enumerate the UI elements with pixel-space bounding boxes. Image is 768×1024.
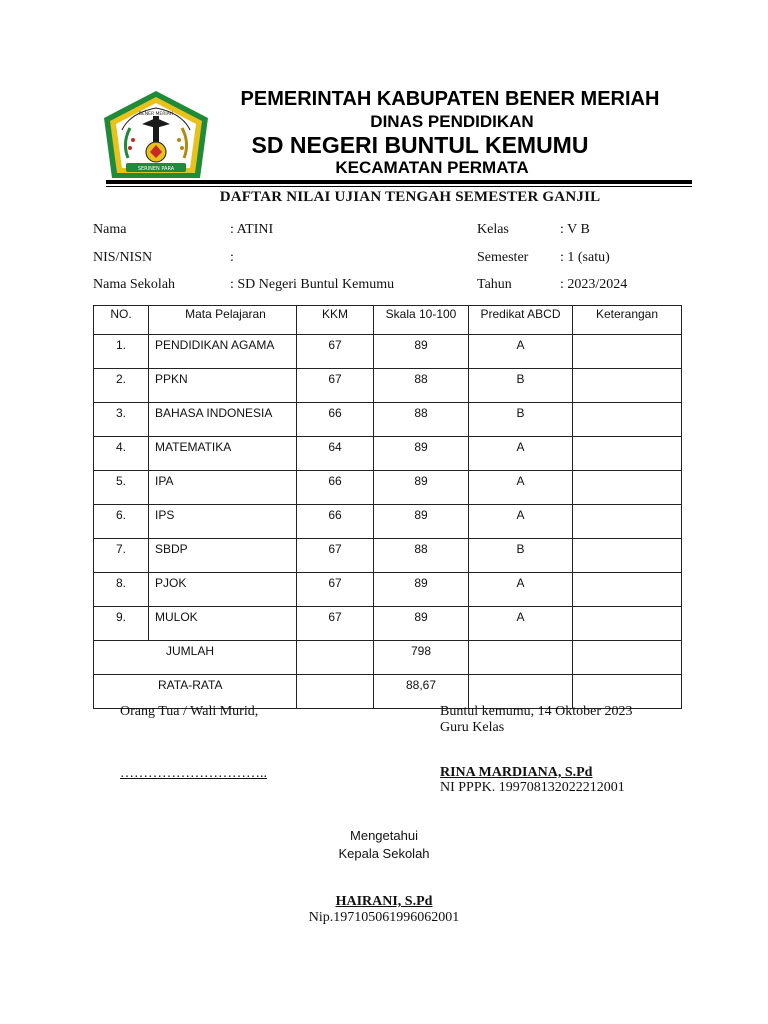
table-header-row xyxy=(94,306,682,335)
row-score: 89 xyxy=(374,437,469,471)
tahun-label: Tahun xyxy=(477,277,512,292)
row-score: 89 xyxy=(374,471,469,505)
average-score: 88,67 xyxy=(374,675,469,709)
sekolah-label: Nama Sekolah xyxy=(93,277,176,292)
teacher-name: RINA MARDIANA, S.Pd xyxy=(440,765,593,780)
row-no: 9. xyxy=(94,607,149,641)
row-score: 89 xyxy=(374,573,469,607)
principal-role: Kepala Sekolah xyxy=(338,846,430,861)
teacher-id: NI PPPK. 199708132022212001 xyxy=(440,780,625,795)
row-note xyxy=(573,607,682,641)
row-note xyxy=(573,505,682,539)
row-score: 88 xyxy=(374,539,469,573)
kelas-label: Kelas xyxy=(477,222,509,237)
row-kkm: 67 xyxy=(297,539,374,573)
header-no: NO. xyxy=(94,306,149,335)
letterhead-government: PEMERINTAH KABUPATEN BENER MERIAH xyxy=(240,88,660,110)
nis-value: : xyxy=(230,250,234,265)
logo-motto-text: SERINEN PARA xyxy=(137,166,175,172)
letterhead-department: DINAS PENDIDIKAN xyxy=(370,112,534,131)
row-subject: BAHASA INDONESIA xyxy=(149,403,297,437)
row-subject: PPKN xyxy=(149,369,297,403)
average-kkm xyxy=(297,675,374,709)
row-subject: IPS xyxy=(149,505,297,539)
row-note xyxy=(573,573,682,607)
row-kkm: 67 xyxy=(297,607,374,641)
table-row xyxy=(94,607,682,641)
total-label: JUMLAH xyxy=(94,641,297,675)
table-row xyxy=(94,335,682,369)
row-grade: A xyxy=(469,437,573,471)
row-score: 88 xyxy=(374,369,469,403)
row-grade: A xyxy=(469,335,573,369)
letterhead-thick-rule xyxy=(106,180,692,184)
letterhead-school: SD NEGERI BUNTUL KEMUMU xyxy=(251,132,589,158)
row-note xyxy=(573,369,682,403)
row-no: 2. xyxy=(94,369,149,403)
place-date: Buntul kemumu, 14 Oktober 2023 xyxy=(440,704,633,719)
table-row xyxy=(94,505,682,539)
table-row xyxy=(94,369,682,403)
total-note xyxy=(573,641,682,675)
row-subject: SBDP xyxy=(149,539,297,573)
parent-signature-line: ………………………….. xyxy=(120,766,267,781)
row-no: 6. xyxy=(94,505,149,539)
header-grade: Predikat ABCD xyxy=(469,306,573,335)
row-subject: MULOK xyxy=(149,607,297,641)
school-district-logo xyxy=(100,88,212,182)
row-no: 4. xyxy=(94,437,149,471)
table-row xyxy=(94,539,682,573)
row-score: 88 xyxy=(374,403,469,437)
table-row xyxy=(94,471,682,505)
nis-label: NIS/NISN xyxy=(93,250,153,265)
row-note xyxy=(573,403,682,437)
grades-table xyxy=(93,305,682,709)
row-grade: B xyxy=(469,403,573,437)
row-kkm: 66 xyxy=(297,505,374,539)
row-kkm: 64 xyxy=(297,437,374,471)
header-kkm: KKM xyxy=(297,306,374,335)
row-score: 89 xyxy=(374,505,469,539)
tahun-value: : 2023/2024 xyxy=(560,277,628,292)
nama-value: : ATINI xyxy=(230,222,274,237)
row-kkm: 67 xyxy=(297,369,374,403)
average-label: RATA-RATA xyxy=(94,675,297,709)
row-score: 89 xyxy=(374,607,469,641)
row-no: 7. xyxy=(94,539,149,573)
semester-label: Semester xyxy=(477,250,529,265)
row-grade: A xyxy=(469,573,573,607)
kelas-value: : V B xyxy=(560,222,590,237)
logo-top-text: BENER MERIAH xyxy=(138,112,174,117)
row-no: 8. xyxy=(94,573,149,607)
row-grade: A xyxy=(469,607,573,641)
letterhead-district: KECAMATAN PERMATA xyxy=(335,158,529,177)
header-subject: Mata Pelajaran xyxy=(149,306,297,335)
row-subject: IPA xyxy=(149,471,297,505)
row-note xyxy=(573,471,682,505)
total-row xyxy=(94,641,682,675)
letterhead-thin-rule xyxy=(106,186,692,187)
principal-name: HAIRANI, S.Pd xyxy=(335,894,433,909)
nama-label: Nama xyxy=(93,222,127,237)
row-note xyxy=(573,437,682,471)
row-no: 3. xyxy=(94,403,149,437)
row-kkm: 66 xyxy=(297,403,374,437)
row-note xyxy=(573,539,682,573)
row-kkm: 66 xyxy=(297,471,374,505)
principal-acknowledge: Mengetahui xyxy=(350,828,418,843)
row-grade: A xyxy=(469,505,573,539)
sekolah-value: : SD Negeri Buntul Kemumu xyxy=(230,277,395,292)
document-title: DAFTAR NILAI UJIAN TENGAH SEMESTER GANJIL xyxy=(219,189,601,205)
row-subject: MATEMATIKA xyxy=(149,437,297,471)
semester-value: : 1 (satu) xyxy=(560,250,610,265)
total-kkm xyxy=(297,641,374,675)
row-grade: A xyxy=(469,471,573,505)
row-no: 5. xyxy=(94,471,149,505)
row-no: 1. xyxy=(94,335,149,369)
row-grade: B xyxy=(469,369,573,403)
row-subject: PJOK xyxy=(149,573,297,607)
row-grade: B xyxy=(469,539,573,573)
table-row xyxy=(94,573,682,607)
row-score: 89 xyxy=(374,335,469,369)
row-kkm: 67 xyxy=(297,335,374,369)
row-kkm: 67 xyxy=(297,573,374,607)
total-grade xyxy=(469,641,573,675)
principal-id: Nip.197105061996062001 xyxy=(308,910,460,925)
table-row xyxy=(94,403,682,437)
row-subject: PENDIDIKAN AGAMA xyxy=(149,335,297,369)
header-note: Keterangan xyxy=(573,306,682,335)
total-score: 798 xyxy=(374,641,469,675)
parent-label: Orang Tua / Wali Murid, xyxy=(120,704,259,719)
row-note xyxy=(573,335,682,369)
teacher-role: Guru Kelas xyxy=(440,720,505,735)
header-score: Skala 10-100 xyxy=(374,306,469,335)
table-row xyxy=(94,437,682,471)
